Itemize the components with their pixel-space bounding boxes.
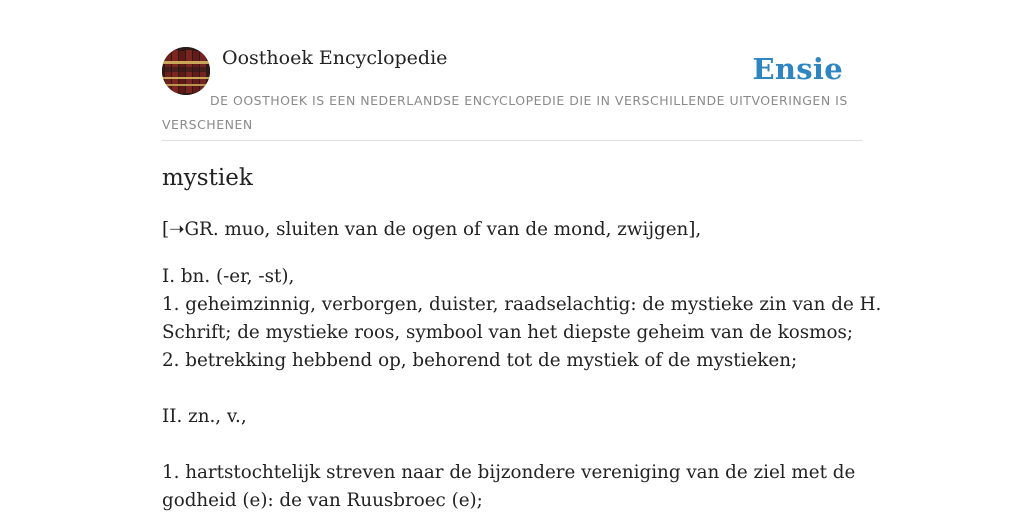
spacer [162,375,862,403]
etymology: [➝GR. muo, sluiten van de ogen of van de mond, zwijgen], [162,219,702,240]
definition-1-line-2: Schrift; de mystieke roos, symbool van het diepste geheim van de kosmos; [162,322,854,343]
article-body [162,216,882,512]
definition-3-line-2: godheid (e): de van Ruusbroec (e); [162,490,483,511]
definition-1-line-1: 1. geheimzinnig, verborgen, duister, raadselachtig: de mystieke zin van de H. [162,294,882,315]
site-tagline: DE OOSTHOEK IS EEN NEDERLANDSE ENCYCLOPEDIE DIE IN VERSCHILLENDE UITVOERINGEN IS VERSCHENEN [162,93,848,132]
definition-2: 2. betrekking hebbend op, behorend tot de mystiek of de mystieken; [162,350,798,371]
page-title: mystiek [162,165,253,191]
page-container [162,0,882,511]
spacer [162,431,862,459]
section-heading-noun: II. zn., v., [162,406,247,427]
encyclopedia-books-icon[interactable] [162,47,210,95]
site-header [162,0,862,141]
definition-block-1 [162,263,882,512]
section-heading-adjective: I. bn. (-er, -st), [162,266,295,287]
site-name[interactable]: Oosthoek Encyclopedie [222,47,448,69]
brand-logo[interactable]: Ensie [752,52,843,86]
definition-3-line-1: 1. hartstochtelijk streven naar de bijzondere vereniging van de ziel met de [162,462,856,483]
